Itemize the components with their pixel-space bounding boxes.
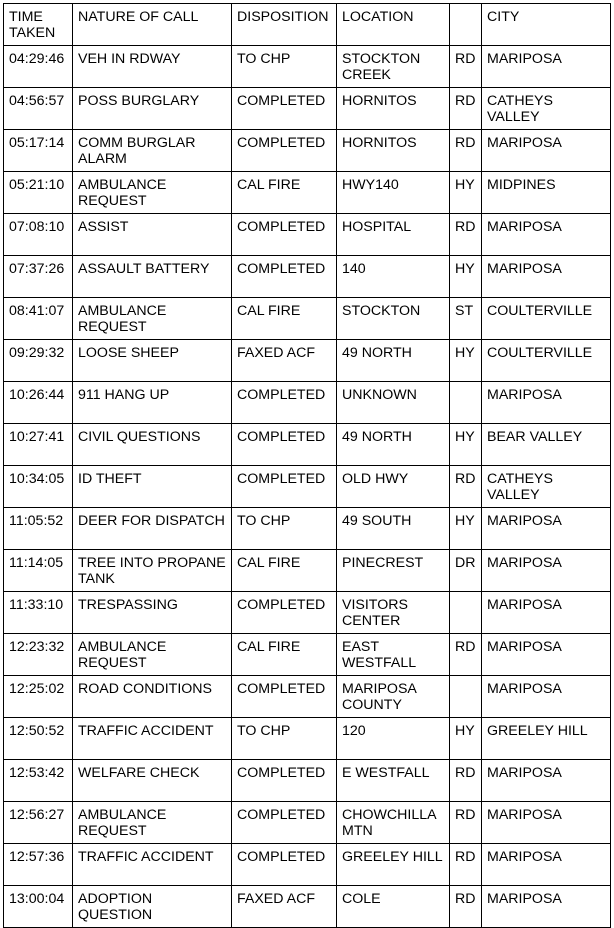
cell-location: CHOWCHILLA MTN — [337, 802, 450, 844]
cell-location: GREELEY HILL — [337, 844, 450, 886]
cell-city: COULTERVILLE — [482, 340, 611, 382]
cell-nature: AMBULANCE REQUEST — [73, 634, 232, 676]
table-row — [4, 802, 611, 844]
cell-city: MARIPOSA — [482, 130, 611, 172]
cell-disposition: COMPLETED — [232, 256, 337, 298]
header-city: CITY — [482, 4, 611, 46]
cell-disposition: COMPLETED — [232, 382, 337, 424]
cell-disposition: CAL FIRE — [232, 550, 337, 592]
cell-suffix: RD — [450, 466, 482, 508]
cell-time: 12:50:52 — [4, 718, 73, 760]
cell-city: MARIPOSA — [482, 508, 611, 550]
table-row — [4, 88, 611, 130]
cell-city: MARIPOSA — [482, 802, 611, 844]
cell-city: MARIPOSA — [482, 46, 611, 88]
cell-suffix: RD — [450, 760, 482, 802]
cell-disposition: COMPLETED — [232, 760, 337, 802]
table-row — [4, 298, 611, 340]
cell-nature: AMBULANCE REQUEST — [73, 802, 232, 844]
cell-nature: ASSAULT BATTERY — [73, 256, 232, 298]
cell-nature: TREE INTO PROPANE TANK — [73, 550, 232, 592]
table-row — [4, 718, 611, 760]
cell-suffix: HY — [450, 508, 482, 550]
cell-disposition: CAL FIRE — [232, 172, 337, 214]
cell-suffix: RD — [450, 844, 482, 886]
cell-suffix: HY — [450, 172, 482, 214]
cell-city: MARIPOSA — [482, 256, 611, 298]
cell-time: 12:57:36 — [4, 844, 73, 886]
table-row — [4, 382, 611, 424]
table-row — [4, 886, 611, 928]
cell-time: 04:29:46 — [4, 46, 73, 88]
cell-location: E WESTFALL — [337, 760, 450, 802]
cell-time: 12:53:42 — [4, 760, 73, 802]
cell-location: STOCKTON — [337, 298, 450, 340]
table-row — [4, 172, 611, 214]
cell-nature: CIVIL QUESTIONS — [73, 424, 232, 466]
cell-location: PINECREST — [337, 550, 450, 592]
cell-location: 49 NORTH — [337, 340, 450, 382]
cell-time: 11:05:52 — [4, 508, 73, 550]
cell-disposition: COMPLETED — [232, 592, 337, 634]
cell-time: 07:37:26 — [4, 256, 73, 298]
cell-city: MARIPOSA — [482, 886, 611, 928]
cell-nature: VEH IN RDWAY — [73, 46, 232, 88]
cell-time: 05:21:10 — [4, 172, 73, 214]
cell-time: 08:41:07 — [4, 298, 73, 340]
cell-suffix: DR — [450, 550, 482, 592]
cell-suffix: HY — [450, 718, 482, 760]
header-disposition: DISPOSITION — [232, 4, 337, 46]
header-location: LOCATION — [337, 4, 450, 46]
table-row — [4, 424, 611, 466]
cell-city: COULTERVILLE — [482, 298, 611, 340]
cell-suffix: HY — [450, 340, 482, 382]
cell-time: 10:27:41 — [4, 424, 73, 466]
cell-location: 49 SOUTH — [337, 508, 450, 550]
table-row — [4, 592, 611, 634]
table-header-row — [4, 4, 611, 46]
cell-time: 12:25:02 — [4, 676, 73, 718]
cell-disposition: FAXED ACF — [232, 886, 337, 928]
cell-disposition: TO CHP — [232, 508, 337, 550]
cell-city: MIDPINES — [482, 172, 611, 214]
cell-suffix: HY — [450, 256, 482, 298]
cell-time: 12:23:32 — [4, 634, 73, 676]
cell-time: 12:56:27 — [4, 802, 73, 844]
cell-disposition: COMPLETED — [232, 88, 337, 130]
cell-nature: ADOPTION QUESTION — [73, 886, 232, 928]
cell-time: 10:26:44 — [4, 382, 73, 424]
cell-location: 120 — [337, 718, 450, 760]
table-row — [4, 130, 611, 172]
table-row — [4, 46, 611, 88]
cell-nature: AMBULANCE REQUEST — [73, 172, 232, 214]
cell-location: HORNITOS — [337, 88, 450, 130]
cell-disposition: CAL FIRE — [232, 298, 337, 340]
header-nature-of-call: NATURE OF CALL — [73, 4, 232, 46]
cell-nature: 911 HANG UP — [73, 382, 232, 424]
table-row — [4, 508, 611, 550]
cell-location: OLD HWY — [337, 466, 450, 508]
header-suffix — [450, 4, 482, 46]
cell-city: MARIPOSA — [482, 382, 611, 424]
cell-suffix — [450, 592, 482, 634]
cell-disposition: COMPLETED — [232, 130, 337, 172]
table-row — [4, 550, 611, 592]
cell-disposition: COMPLETED — [232, 424, 337, 466]
cell-city: MARIPOSA — [482, 634, 611, 676]
table-row — [4, 466, 611, 508]
cell-nature: TRESPASSING — [73, 592, 232, 634]
cell-location: MARIPOSA COUNTY — [337, 676, 450, 718]
cell-suffix: RD — [450, 634, 482, 676]
cell-nature: ROAD CONDITIONS — [73, 676, 232, 718]
cell-disposition: COMPLETED — [232, 802, 337, 844]
cell-city: MARIPOSA — [482, 550, 611, 592]
cell-disposition: TO CHP — [232, 46, 337, 88]
cell-location: HORNITOS — [337, 130, 450, 172]
cell-city: GREELEY HILL — [482, 718, 611, 760]
cell-nature: LOOSE SHEEP — [73, 340, 232, 382]
cell-nature: ASSIST — [73, 214, 232, 256]
cell-city: MARIPOSA — [482, 592, 611, 634]
cell-location: HOSPITAL — [337, 214, 450, 256]
cell-location: COLE — [337, 886, 450, 928]
cell-suffix: ST — [450, 298, 482, 340]
table-row — [4, 340, 611, 382]
cell-city: CATHEYS VALLEY — [482, 88, 611, 130]
header-time-taken: TIME TAKEN — [4, 4, 73, 46]
cell-time: 09:29:32 — [4, 340, 73, 382]
cell-nature: TRAFFIC ACCIDENT — [73, 718, 232, 760]
table-row — [4, 634, 611, 676]
cell-location: 49 NORTH — [337, 424, 450, 466]
cell-suffix: RD — [450, 46, 482, 88]
cell-location: HWY140 — [337, 172, 450, 214]
cell-suffix — [450, 382, 482, 424]
cell-nature: TRAFFIC ACCIDENT — [73, 844, 232, 886]
cell-suffix — [450, 676, 482, 718]
call-log-table — [3, 3, 611, 928]
cell-location: EAST WESTFALL — [337, 634, 450, 676]
cell-suffix: RD — [450, 214, 482, 256]
cell-location: 140 — [337, 256, 450, 298]
cell-suffix: HY — [450, 424, 482, 466]
cell-suffix: RD — [450, 88, 482, 130]
table-row — [4, 676, 611, 718]
cell-disposition: CAL FIRE — [232, 634, 337, 676]
cell-time: 11:14:05 — [4, 550, 73, 592]
cell-time: 10:34:05 — [4, 466, 73, 508]
cell-time: 07:08:10 — [4, 214, 73, 256]
cell-nature: POSS BURGLARY — [73, 88, 232, 130]
cell-nature: ID THEFT — [73, 466, 232, 508]
cell-time: 11:33:10 — [4, 592, 73, 634]
cell-disposition: COMPLETED — [232, 844, 337, 886]
cell-city: MARIPOSA — [482, 760, 611, 802]
cell-city: MARIPOSA — [482, 214, 611, 256]
cell-disposition: FAXED ACF — [232, 340, 337, 382]
cell-disposition: COMPLETED — [232, 466, 337, 508]
cell-location: UNKNOWN — [337, 382, 450, 424]
cell-suffix: RD — [450, 802, 482, 844]
cell-disposition: COMPLETED — [232, 214, 337, 256]
cell-time: 13:00:04 — [4, 886, 73, 928]
table-row — [4, 256, 611, 298]
cell-nature: COMM BURGLAR ALARM — [73, 130, 232, 172]
cell-disposition: COMPLETED — [232, 676, 337, 718]
cell-nature: AMBULANCE REQUEST — [73, 298, 232, 340]
cell-city: BEAR VALLEY — [482, 424, 611, 466]
table-row — [4, 760, 611, 802]
cell-city: MARIPOSA — [482, 676, 611, 718]
table-row — [4, 214, 611, 256]
cell-disposition: TO CHP — [232, 718, 337, 760]
cell-time: 05:17:14 — [4, 130, 73, 172]
cell-suffix: RD — [450, 886, 482, 928]
cell-location: STOCKTON CREEK — [337, 46, 450, 88]
cell-nature: DEER FOR DISPATCH — [73, 508, 232, 550]
cell-city: CATHEYS VALLEY — [482, 466, 611, 508]
cell-suffix: RD — [450, 130, 482, 172]
table-row — [4, 844, 611, 886]
cell-city: MARIPOSA — [482, 844, 611, 886]
cell-nature: WELFARE CHECK — [73, 760, 232, 802]
cell-time: 04:56:57 — [4, 88, 73, 130]
cell-location: VISITORS CENTER — [337, 592, 450, 634]
